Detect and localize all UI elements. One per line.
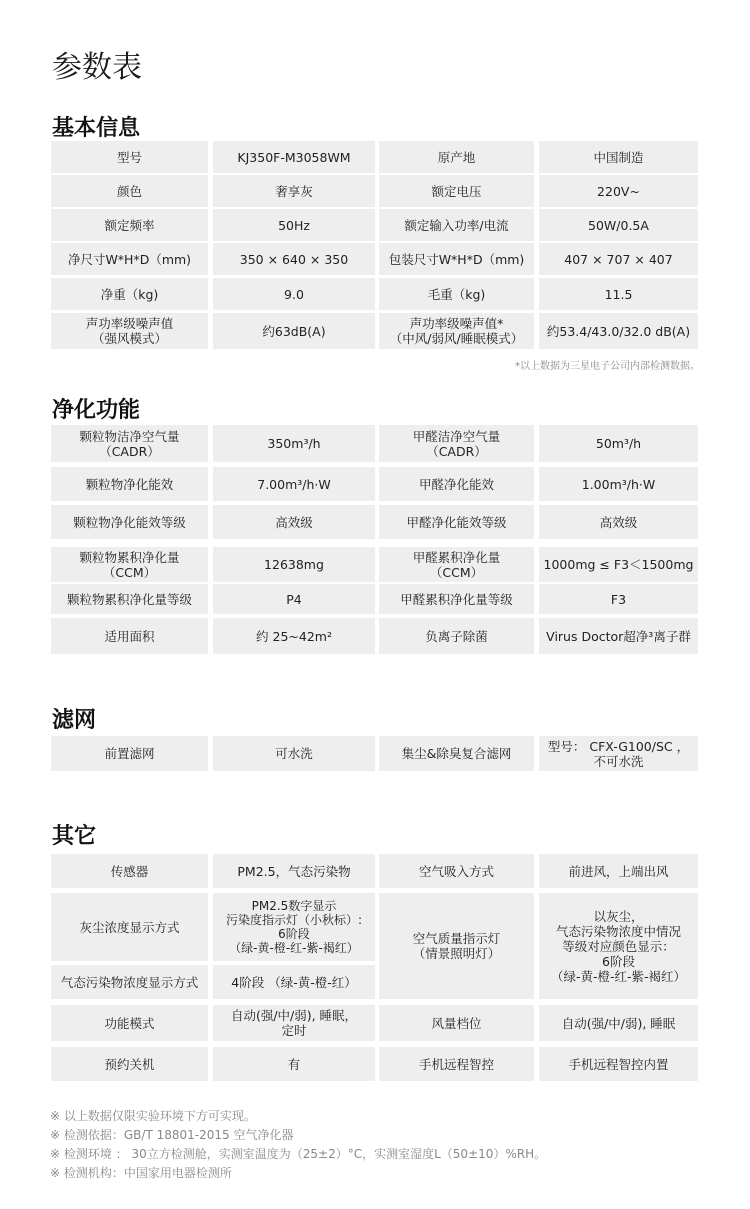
basic-label-cell: 型号 (51, 141, 208, 173)
purify-value-cell: 350m³/h (213, 425, 375, 462)
air-quality-indicator-label: 空气质量指示灯 （情景照明灯） (379, 893, 534, 999)
filter-label-cell: 前置滤网 (51, 736, 208, 771)
purify-value-cell: 12638mg (213, 547, 375, 582)
purify-value-cell: 1000mg ≤ F3＜1500mg (539, 547, 698, 582)
footnotes (50, 1107, 546, 1183)
purify-label-cell: 颗粒物净化能效 (51, 467, 208, 501)
timer-off-label: 预约关机 (51, 1047, 208, 1081)
air-quality-indicator-value: 以灰尘， 气态污染物浓度中情况 等级对应颜色显示： 6阶段 （绿-黄-橙-红-紫-褐红） (539, 893, 698, 999)
purify-value-cell: 约 25~42m² (213, 618, 375, 654)
sensor-value: PM2.5，气态污染物 (213, 854, 375, 888)
purify-value-cell: 高效级 (539, 505, 698, 539)
purify-value-cell: 7.00m³/h·W (213, 467, 375, 501)
basic-value-cell: 350 × 640 × 350 (213, 243, 375, 275)
footnote: ※ 以上数据仅限实验环境下方可实现。 (50, 1109, 256, 1123)
gas-display-label: 气态污染物浓度显示方式 (51, 965, 208, 999)
basic-label-cell: 毛重（kg) (379, 278, 534, 310)
purify-value-cell: Virus Doctor超净³离子群 (539, 618, 698, 654)
filter-value-cell: 可水洗 (213, 736, 375, 771)
basic-label-cell: 颜色 (51, 175, 208, 207)
fan-speed-value: 自动(强/中/弱), 睡眠 (539, 1005, 698, 1041)
purify-label-cell: 颗粒物净化能效等级 (51, 505, 208, 539)
purify-label-cell: 颗粒物累积净化量 （CCM） (51, 547, 208, 582)
basic-value-cell: 中国制造 (539, 141, 698, 173)
basic-value-cell: 50Hz (213, 209, 375, 241)
page-title: 参数表 (52, 50, 142, 85)
basic-value-cell: 约63dB(A) (213, 313, 375, 349)
timer-off-value: 有 (213, 1047, 375, 1081)
filter-label-cell: 集尘&除臭复合滤网 (379, 736, 534, 771)
purify-label-cell: 负离子除菌 (379, 618, 534, 654)
purify-label-cell: 颗粒物洁净空气量 （CADR） (51, 425, 208, 462)
remote-control-label: 手机远程智控 (379, 1047, 534, 1081)
purify-label-cell: 适用面积 (51, 618, 208, 654)
basic-label-cell: 净重（kg) (51, 278, 208, 310)
remote-control-value: 手机远程智控内置 (539, 1047, 698, 1081)
filter-value-cell: 型号： CFX-G100/SC ， 不可水洗 (539, 736, 698, 771)
purify-label-cell: 颗粒物累积净化量等级 (51, 584, 208, 614)
basic-label-cell: 额定电压 (379, 175, 534, 207)
section-title-purify: 净化功能 (52, 398, 141, 423)
footnote: ※ 检测机构：中国家用电器检测所 (50, 1166, 232, 1180)
basic-label-cell: 净尺寸W*H*D（mm) (51, 243, 208, 275)
purify-label-cell: 甲醛累积净化量等级 (379, 584, 534, 614)
section-title-filter: 滤网 (52, 708, 97, 733)
function-mode-label: 功能模式 (51, 1005, 208, 1041)
purify-value-cell: 高效级 (213, 505, 375, 539)
basic-label-cell: 额定频率 (51, 209, 208, 241)
basic-label-cell: 声功率级噪声值* （中风/弱风/睡眠模式） (379, 313, 534, 349)
intake-label: 空气吸入方式 (379, 854, 534, 888)
basic-value-cell: KJ350F-M3058WM (213, 141, 375, 173)
basic-value-cell: 50W/0.5A (539, 209, 698, 241)
footnote: ※ 检测依据：GB/T 18801-2015 空气净化器 (50, 1128, 294, 1142)
purify-label-cell: 甲醛累积净化量 （CCM） (379, 547, 534, 582)
fan-speed-label: 风量档位 (379, 1005, 534, 1041)
basic-value-cell: 11.5 (539, 278, 698, 310)
footnote: ※ 检测环境 ： 30立方检测舱，实测室温度为（25±2）°C，实测室湿度L（50±10）%RH。 (50, 1147, 547, 1161)
purify-value-cell: F3 (539, 584, 698, 614)
gas-display-value: 4阶段 （绿-黄-橙-红） (213, 965, 375, 999)
purify-value-cell: P4 (213, 584, 375, 614)
section-title-other: 其它 (52, 824, 97, 849)
intake-value: 前进风，上端出风 (539, 854, 698, 888)
purify-label-cell: 甲醛净化能效等级 (379, 505, 534, 539)
basic-label-cell: 额定输入功率/电流 (379, 209, 534, 241)
section-title-basic: 基本信息 (52, 116, 141, 141)
basic-value-cell: 9.0 (213, 278, 375, 310)
basic-value-cell: 约53.4/43.0/32.0 dB(A) (539, 313, 698, 349)
purify-value-cell: 1.00m³/h·W (539, 467, 698, 501)
basic-value-cell: 奢享灰 (213, 175, 375, 207)
sensor-label: 传感器 (51, 854, 208, 888)
basic-label-cell: 包装尺寸W*H*D（mm) (379, 243, 534, 275)
basic-label-cell: 声功率级噪声值 （强风模式） (51, 313, 208, 349)
basic-value-cell: 220V~ (539, 175, 698, 207)
purify-label-cell: 甲醛洁净空气量 （CADR） (379, 425, 534, 462)
basic-label-cell: 原产地 (379, 141, 534, 173)
purify-value-cell: 50m³/h (539, 425, 698, 462)
data-source-note: *以上数据为三星电子公司内部检测数据。 (515, 361, 700, 372)
dust-display-label: 灰尘浓度显示方式 (51, 893, 208, 961)
basic-value-cell: 407 × 707 × 407 (539, 243, 698, 275)
purify-label-cell: 甲醛净化能效 (379, 467, 534, 501)
dust-display-value: PM2.5数字显示 污染度指示灯（小秋标）: 6阶段 （绿-黄-橙-红-紫-褐红） (213, 893, 375, 961)
function-mode-value: 自动(强/中/弱), 睡眠， 定时 (213, 1005, 375, 1041)
